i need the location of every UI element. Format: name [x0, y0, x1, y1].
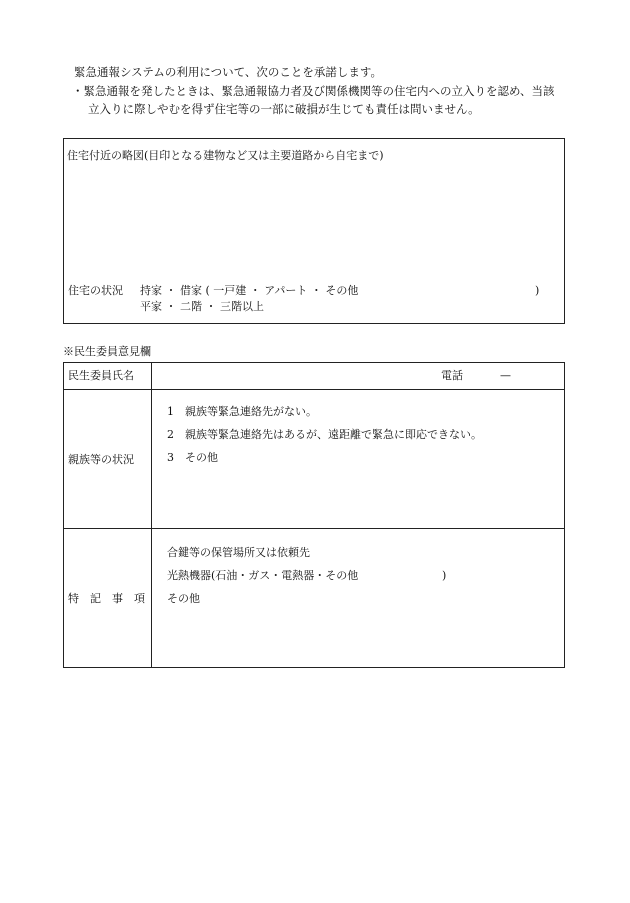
notes-item: 光熱機器(石油・ガス・電熱器・その他 — [167, 569, 359, 582]
notes-item: その他 — [167, 592, 200, 605]
housing-label: 住宅の状況 — [68, 284, 123, 297]
housing-options-line1: 持家 ・ 借家 ( 一戸建 ・ アパート ・ その他 — [140, 284, 359, 297]
phone-label: 電話 — [441, 369, 463, 382]
relatives-item: 1 親族等緊急連絡先がない。 — [167, 405, 317, 418]
row-divider-2 — [63, 528, 565, 529]
map-caption: 住宅付近の略図(目印となる建物など又は主要道路から自宅まで) — [67, 149, 384, 162]
relatives-label: 親族等の状況 — [68, 453, 134, 466]
opinion-heading: ※民生委員意見欄 — [63, 345, 151, 358]
housing-options-line2: 平家 ・ 二階 ・ 三階以上 — [140, 300, 264, 313]
row-divider-1 — [63, 389, 565, 390]
consent-intro: 緊急通報システムの利用について、次のことを承諾します。 — [74, 65, 382, 79]
relatives-item: 2 親族等緊急連絡先はあるが、遠距離で緊急に即応できない。 — [167, 428, 482, 441]
consent-bullet-line2: 立入りに際しやむを得ず住宅等の一部に破損が生じても責任は問いません。 — [88, 102, 480, 116]
consent-bullet-line1: ・緊急通報を発したときは、緊急通報協力者及び関係機関等の住宅内への立入りを認め、当該 — [72, 84, 555, 98]
label-column-divider — [151, 362, 152, 668]
relatives-item: 3 その他 — [167, 451, 218, 464]
notes-label: 特 記 事 項 — [68, 592, 145, 605]
name-label: 民生委員氏名 — [68, 369, 134, 382]
notes-item: 合鍵等の保管場所又は依頼先 — [167, 546, 310, 559]
housing-close-paren: ) — [535, 284, 540, 297]
phone-dash: — — [500, 369, 511, 382]
notes-close-paren: ) — [442, 569, 447, 582]
